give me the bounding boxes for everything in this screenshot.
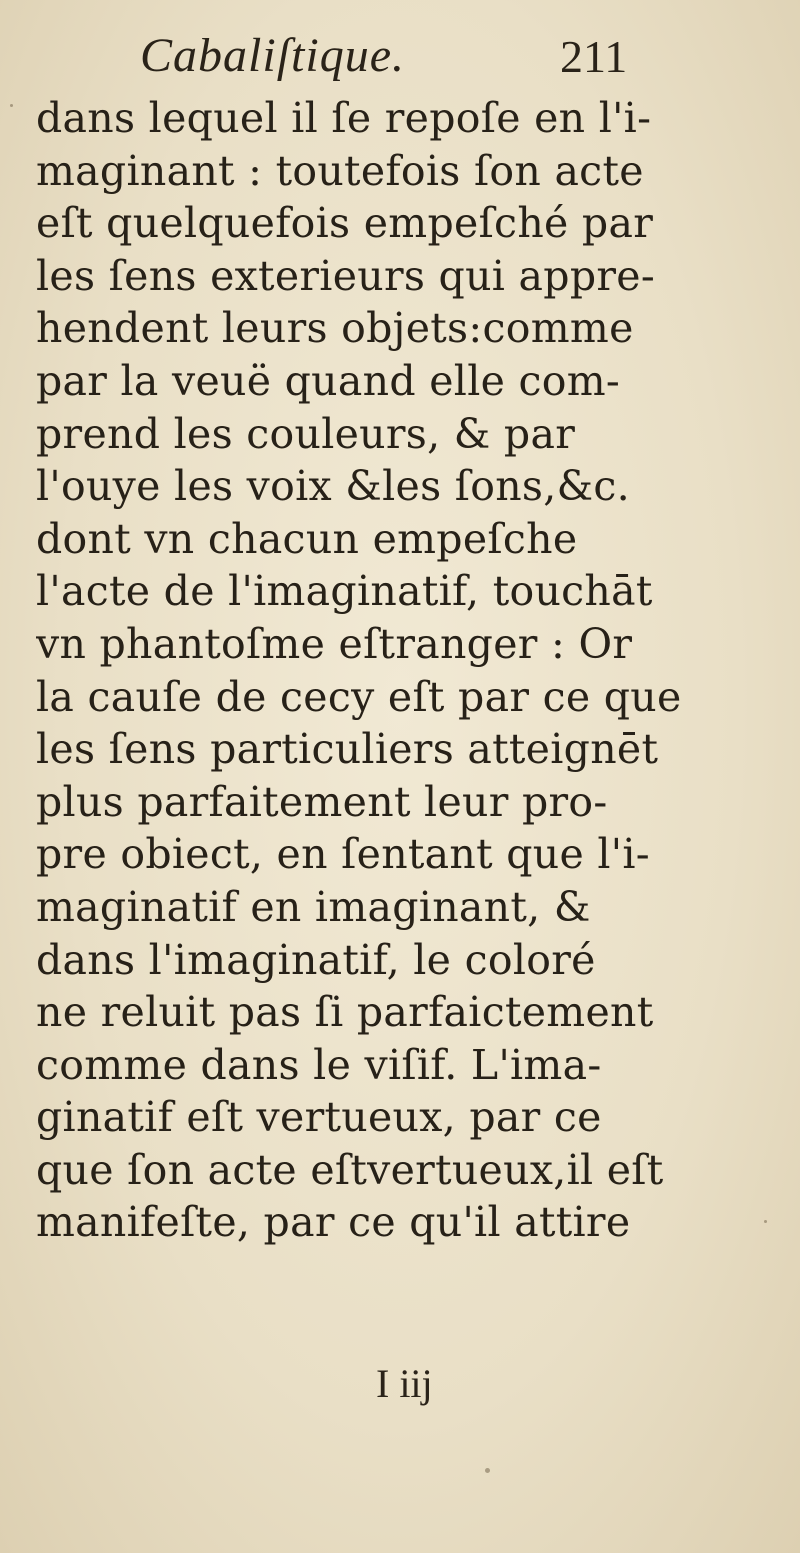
page-number: 211 bbox=[560, 31, 628, 82]
text-line: dans lequel il ſe repoſe en l'i- bbox=[36, 94, 652, 142]
paper-speck bbox=[764, 1220, 767, 1223]
text-line: maginant : toutefois ſon acte bbox=[36, 146, 644, 195]
text-line: que ſon acte eſtvertueux,il eſt bbox=[36, 1145, 664, 1194]
paper-speck bbox=[10, 104, 13, 107]
text-line: ne reluit pas ſi parfaictement bbox=[36, 988, 654, 1037]
text-line: eſt quelquefois empeſché par bbox=[36, 199, 654, 248]
text-line: ginatif eſt vertueux, par ce bbox=[36, 1093, 602, 1142]
text-line: comme dans le viſif. L'ima- bbox=[36, 1040, 602, 1089]
text-line: par la veuë quand elle com- bbox=[36, 356, 621, 405]
text-line: prend les couleurs, & par bbox=[36, 409, 576, 458]
text-line: pre obiect, en ſentant que l'i- bbox=[36, 830, 650, 879]
text-line: hendent leurs objets:comme bbox=[36, 304, 634, 353]
page-header bbox=[140, 28, 660, 90]
running-head: Cabaliſtique. bbox=[140, 29, 405, 82]
body-text bbox=[36, 92, 736, 1249]
text-line: plus parfaitement leur pro- bbox=[36, 777, 608, 826]
text-line: manifeſte, par ce qu'il attire bbox=[36, 1198, 631, 1247]
text-line: dans l'imaginatif, le coloré bbox=[36, 935, 596, 984]
text-line: les ſens particuliers atteignēt bbox=[36, 725, 659, 774]
text-line: maginatif en imaginant, & bbox=[36, 882, 591, 931]
signature-mark: I iij bbox=[376, 1361, 433, 1406]
text-line: la cauſe de cecy eſt par ce que bbox=[36, 672, 682, 721]
text-line: les ſens exterieurs qui appre- bbox=[36, 251, 655, 300]
paper-speck bbox=[485, 1468, 490, 1473]
text-line: dont vn chacun empeſche bbox=[36, 514, 578, 563]
text-line: vn phantoſme eſtranger : Or bbox=[36, 619, 633, 668]
text-line: l'acte de l'imaginatif, touchāt bbox=[36, 567, 653, 616]
text-line: l'ouye les voix &les ſons,&c. bbox=[36, 462, 630, 511]
